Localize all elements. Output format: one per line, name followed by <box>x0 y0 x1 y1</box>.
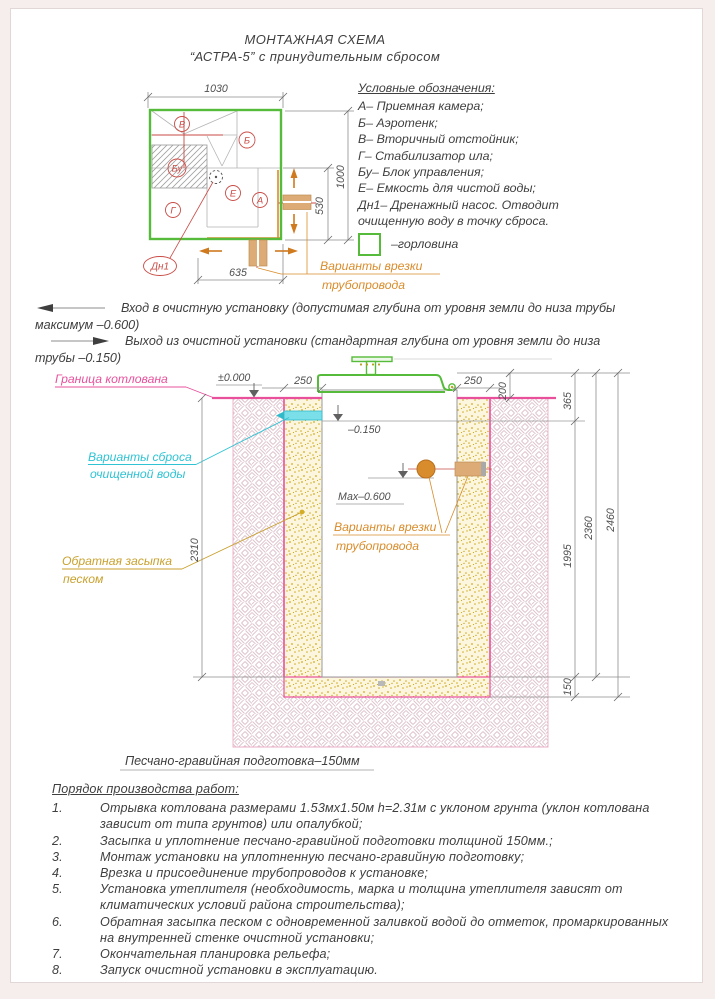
chamber-b: Б <box>243 135 251 147</box>
gravel-caption-text: Песчано-гравийная подготовка–150мм <box>125 754 360 768</box>
outlet-note-line2: трубы –0.150) <box>35 350 122 365</box>
dim-150: 150 <box>562 678 574 696</box>
plan-dim-635: 635 <box>229 267 247 279</box>
dim-2310: 2310 <box>189 538 201 562</box>
plan-pipe-note <box>258 212 440 292</box>
inlet-note-line1: Вход в очистную установку (допустимая глубина от уровня земли до низа трубы <box>35 300 695 317</box>
work-item: 5. Установка утеплителя (необходимость, марка и толщина утеплителя зависят от климатических условий района строительства); <box>52 882 623 913</box>
dim-250-right: 250 <box>464 375 482 387</box>
page-subtitle: “АСТРА-5” с принудительным сбросом <box>189 49 441 64</box>
pit-boundary-label <box>55 372 213 398</box>
dim-1995: 1995 <box>562 544 574 568</box>
sand-backfill-right <box>457 398 490 677</box>
plan-dim-1000: 1000 <box>335 165 347 189</box>
outlet-arrow-icon <box>49 336 111 346</box>
discharge-line2: очищенной воды <box>90 467 186 481</box>
discharge-pipe <box>276 411 322 420</box>
pump-label: Дн1 <box>150 261 170 273</box>
pit-boundary-text: Граница котлована <box>55 372 168 386</box>
work-item: 3. Монтаж установки на уплотненную песчано-гравийную подготовку; <box>52 849 525 864</box>
gravel-caption <box>120 754 374 770</box>
work-order <box>52 781 692 978</box>
inlet-note-line2: максимум –0.600) <box>35 317 140 332</box>
level-0600-text: Мах–0.600 <box>338 491 391 503</box>
page-title: МОНТАЖНАЯ СХЕМА <box>244 32 386 47</box>
pipe-direction-arrows <box>199 168 298 255</box>
discharge-line1: Варианты сброса <box>88 450 192 464</box>
pump-location <box>210 171 223 184</box>
sand-backfill-left <box>284 398 322 677</box>
section-pipe-note-line2: трубопровода <box>336 539 420 553</box>
chamber-bu: Бу <box>171 163 183 175</box>
pipe-notes <box>35 300 695 366</box>
outlet-note-line1: Выход из очистной установки (стандартная глубина от уровня земли до низа <box>35 333 695 350</box>
plan-view <box>144 83 441 292</box>
zero-level-text: ±0.000 <box>218 372 251 384</box>
work-item: 8. Запуск очистной установки в эксплуатацию. <box>52 963 378 978</box>
chamber-e: Е <box>229 188 237 200</box>
legend-item: А– Приемная камера; <box>358 99 484 114</box>
dim-250-left: 250 <box>294 375 312 387</box>
chamber-a: А <box>256 195 264 207</box>
work-item: 6. Обратная засыпка песком с одновременной заливкой водой до отметок, промаркированных на внутренней стенке очистной установки; <box>52 914 669 945</box>
legend-title: Условные обозначения: <box>358 81 495 95</box>
dim-365: 365 <box>562 392 574 410</box>
dim-2360: 2360 <box>583 516 595 540</box>
legend-item: Г– Стабилизатор ила; <box>358 148 493 163</box>
gravel-marker <box>378 681 385 686</box>
work-item: 1. Отрывка котлована размерами 1.53мх1.50м h=2.31м с уклоном грунта (уклон котлована зависит от типа грунтов) или опалубкой; <box>52 801 650 832</box>
legend-item: Дн1– Дренажный насос. Отводит <box>358 197 559 212</box>
work-item: 4. Врезка и присоединение трубопроводов к установке; <box>52 866 429 881</box>
plan-pipe-note-line1: Варианты врезки <box>320 259 423 273</box>
plan-orange-wall <box>207 170 280 238</box>
level-0150-text: –0.150 <box>348 424 381 436</box>
gorlovina-label: –горловина <box>391 236 459 251</box>
legend-item: В– Вторичный отстойник; <box>358 132 519 147</box>
section-pipe-note-line1: Варианты врезки <box>334 520 437 534</box>
section-view <box>55 357 630 770</box>
legend-item: Е– Емкость для чистой воды; <box>358 181 536 196</box>
inlet-arrow-icon <box>35 303 107 313</box>
gravel-bed <box>284 677 490 697</box>
legend-item: Бу– Блок управления; <box>358 165 485 180</box>
pump-leader <box>170 182 213 258</box>
chamber-g: Г <box>170 205 176 217</box>
plan-dim-530: 530 <box>314 197 326 215</box>
work-item: 7. Окончательная планировка рельефа; <box>52 947 331 962</box>
work-item: 2. Засыпка и уплотнение песчано-гравийной подготовки толщиной 150мм.; <box>52 833 553 848</box>
chamber-v: В <box>178 119 186 131</box>
plan-dim-1030: 1030 <box>204 83 228 95</box>
zero-level <box>216 372 262 398</box>
backfill-line2: песком <box>63 572 104 586</box>
work-order-title: Порядок производства работ: <box>52 782 239 796</box>
dim-200: 200 <box>497 382 509 400</box>
backfill-line1: Обратная засыпка <box>62 554 173 568</box>
tank-lid <box>318 375 455 392</box>
legend-item: очищенную воду в точку сброса. <box>358 214 549 229</box>
plan-pipe-note-line2: трубопровода <box>322 278 406 292</box>
dim-2460: 2460 <box>605 508 617 532</box>
legend-item: Б– Аэротенк; <box>358 115 438 130</box>
